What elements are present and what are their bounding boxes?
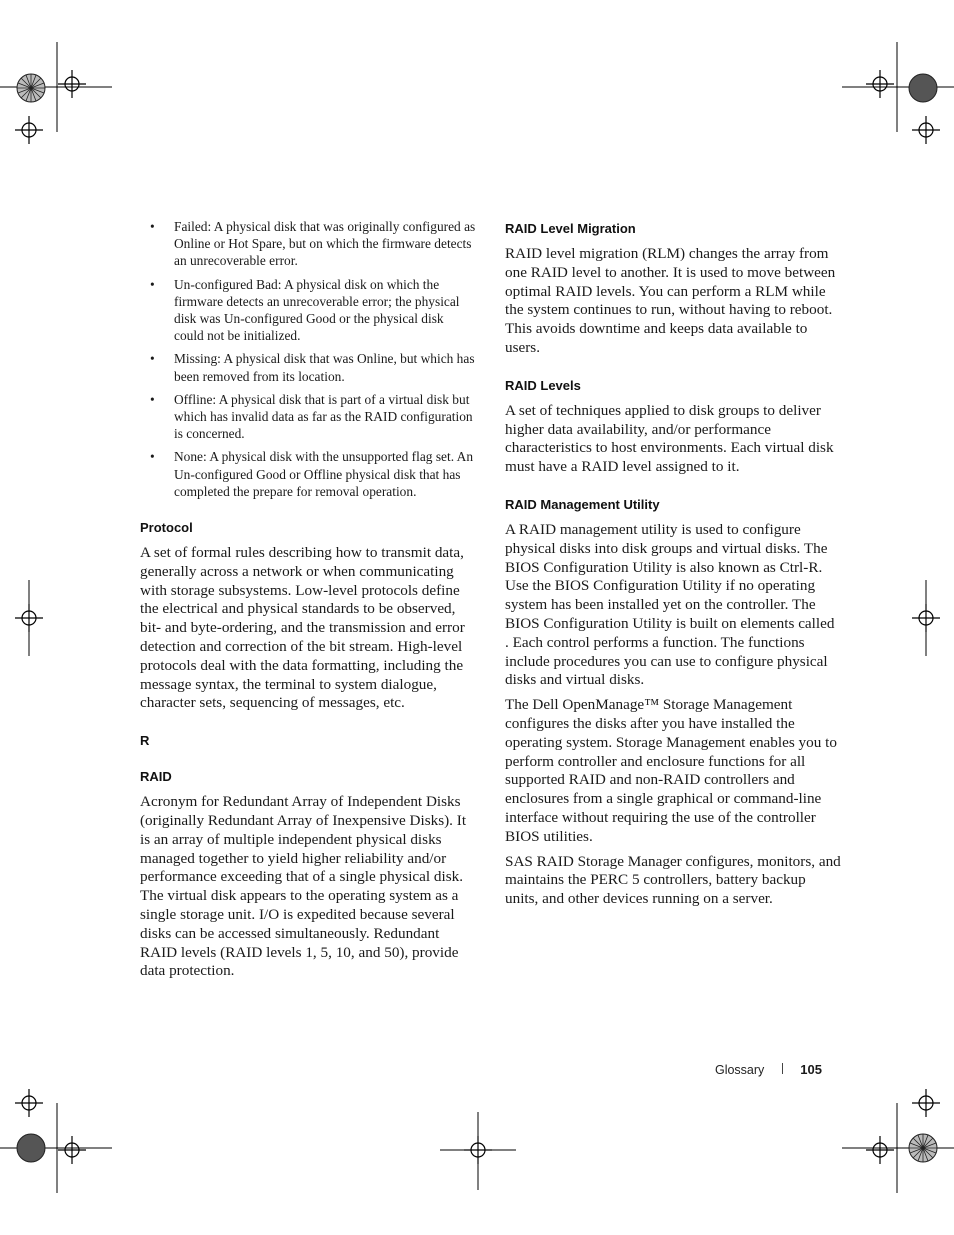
page-number: 105 xyxy=(800,1062,822,1077)
letter-heading: R xyxy=(140,733,150,749)
bullet-icon: • xyxy=(150,449,155,465)
footer-section-title: Glossary xyxy=(714,1063,765,1077)
right-column xyxy=(505,218,888,915)
list-item-text: Missing: A physical disk that was Online, but which has been removed from its location. xyxy=(174,351,475,384)
page-footer xyxy=(700,1062,822,1077)
raid-level-migration-definition: RAID level migration (RLM) changes the array from one RAID level to another. It is used to move between optimal RAID levels. You can perform a RLM while the system continues to run, without having to reboot. This avoids downtime and keeps data available to users. xyxy=(505,245,836,356)
protocol-definition: A set of formal rules describing how to transmit data, generally across a network or when communicating with storage subsystems. Low-level protocols define the electrical and physical standards to be observed, bit- and byte-ordering, and the transmission and error detection and correction of the bit stream. High-level protocols deal with the data formatting, including the message syntax, the terminal to system dialogue, character sets, sequencing of messages, etc. xyxy=(140,544,465,712)
raid-management-utility-paragraph: SAS RAID Storage Manager configures, monitors, and maintains the PERC 5 controllers, battery backup units, and other devices running on a server. xyxy=(505,852,841,908)
list-item xyxy=(140,448,476,500)
raid-management-utility-paragraph: A RAID management utility is used to configure physical disks into disk groups and virtual disks. The BIOS Configuration Utility is also known as Ctrl-R. Use the BIOS Configuration Utility if no operating system has been installed yet on the controller. The BIOS Configuration Utility is built on elements called . Each control performs a function. The functions include procedures you can use to configure physical disks and virtual disks. xyxy=(505,520,888,689)
list-item xyxy=(140,276,476,345)
bullet-icon: • xyxy=(150,276,155,292)
footer-divider xyxy=(782,1063,783,1074)
raid-definition: Acronym for Redundant Array of Independent Disks (originally Redundant Array of Inexpensive Disks). It is an array of multiple independent physical disks managed together to yield higher reliability and/or performance exceeding that of a single physical disk. The virtual disk appears to the operating system as a single storage unit. I/O is expedited because several disks can be accessed simultaneously. Redundant RAID levels (RAID levels 1, 5, 10, and 50), provide data protection. xyxy=(140,793,467,980)
list-item-text: Un-configured Bad: A physical disk on which the firmware detects an unrecoverable error; the physical disk was Un-configured Good or the physical disk could not be initialized. xyxy=(174,276,460,344)
raid-levels-definition: A set of techniques applied to disk groups to deliver higher data availability, and/or performance characteristics to host environments. Each virtual disk must have a RAID level assigned to it. xyxy=(505,401,834,476)
list-item xyxy=(140,391,476,443)
list-item-text: Failed: A physical disk that was originally configured as Online or Hot Spare, but on which the firmware detects an unrecoverable error. xyxy=(174,219,476,269)
list-item xyxy=(140,350,476,384)
raid-management-utility-paragraph: The Dell OpenManage™ Storage Management configures the disks after you have installed the operating system. Storage Management enables you to perform controller and enclosure functions for all supported RAID and non-RAID controllers and enclosures from a single graphical or command-line interface without requiring the use of the controller BIOS utilities. xyxy=(505,696,837,845)
bullet-icon: • xyxy=(150,351,155,367)
bullet-icon: • xyxy=(150,391,155,407)
list-item-text: Offline: A physical disk that is part of a virtual disk but which has invalid data as far as the RAID configuration is concerned. xyxy=(174,391,473,442)
disk-state-list xyxy=(140,218,476,500)
raid-level-migration-heading: RAID Level Migration xyxy=(505,221,636,236)
raid-management-utility-heading: RAID Management Utility xyxy=(505,496,660,512)
protocol-heading: Protocol xyxy=(140,520,193,536)
bullet-icon: • xyxy=(150,219,155,234)
raid-levels-heading: RAID Levels xyxy=(505,377,581,393)
raid-heading: RAID xyxy=(140,769,172,785)
list-item xyxy=(140,218,476,270)
list-item-text: None: A physical disk with the unsupported flag set. An Un-configured Good or Offline physical disk that has completed the prepare for removal operation. xyxy=(174,449,474,499)
left-column xyxy=(140,218,476,987)
